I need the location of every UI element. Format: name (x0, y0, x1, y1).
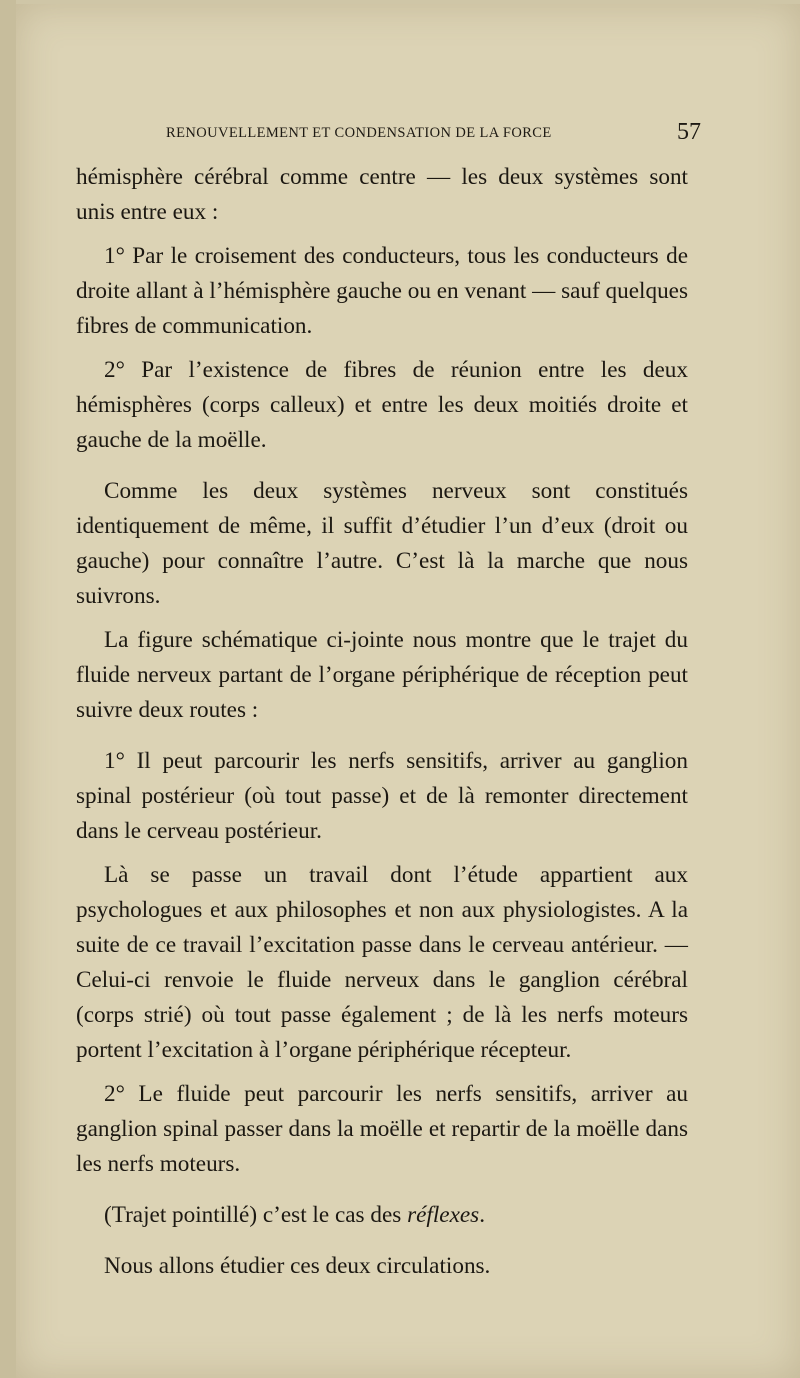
paragraph-route-two: 2° Le fluide peut parcourir les nerfs sensitifs, arriver au ganglion spinal passer dans la moëlle et repartir de la moëlle dans les nerfs moteurs. (76, 1081, 688, 1177)
reflexes-term: réflexes (407, 1202, 480, 1228)
paragraph-reflexes (76, 1198, 688, 1233)
running-head (166, 121, 701, 149)
paragraph-figure: La figure schématique ci-jointe nous montre que le trajet du fluide nerveux partant de l’organe périphérique de réception peut suivre deux routes : (76, 627, 688, 723)
paragraph-work: Là se passe un travail dont l’étude appartient aux psychologues et aux philosophes et non aux physiologistes. A la suite de ce travail l’excitation passe dans le cerveau antérieur. — Celui-ci renvoie le fluide nerveux dans le ganglion cérébral (corps strié) où tout passe également ; de là les nerfs moteurs portent l’excitation à l’organe périphérique récepteur. (76, 862, 688, 1063)
paragraph-continuation: hémisphère cérébral comme centre — les deux systèmes sont unis entre eux : (76, 164, 688, 225)
page-edge (0, 0, 16, 1378)
reflexes-prefix: (Trajet pointillé) c’est le cas des (104, 1202, 408, 1228)
reflexes-suffix: . (479, 1202, 485, 1228)
paragraph-systems: Comme les deux systèmes nerveux sont constitués identiquement de même, il suffit d’étudier l’un d’eux (droit ou gauche) pour connaître l’autre. C’est là la marche que nous suivrons. (76, 478, 688, 609)
paragraph-route-one: 1° Il peut parcourir les nerfs sensitifs, arriver au ganglion spinal postérieur (où tout passe) et de là remonter directement dans le cerveau postérieur. (76, 748, 688, 844)
paragraph-first-point: 1° Par le croisement des conducteurs, tous les conducteurs de droite allant à l’hémisphère gauche ou en venant — sauf quelques fibres de communication. (76, 243, 688, 339)
body-text (76, 160, 688, 1293)
page-number: 57 (677, 119, 701, 145)
paragraph-second-point: 2° Par l’existence de fibres de réunion entre les deux hémisphères (corps calleux) et entre les deux moitiés droite et gauche de la moëlle. (76, 357, 688, 453)
running-title: RENOUVELLEMENT ET CONDENSATION DE LA FORCE (166, 125, 552, 141)
paragraph-closing: Nous allons étudier ces deux circulations. (104, 1253, 491, 1279)
